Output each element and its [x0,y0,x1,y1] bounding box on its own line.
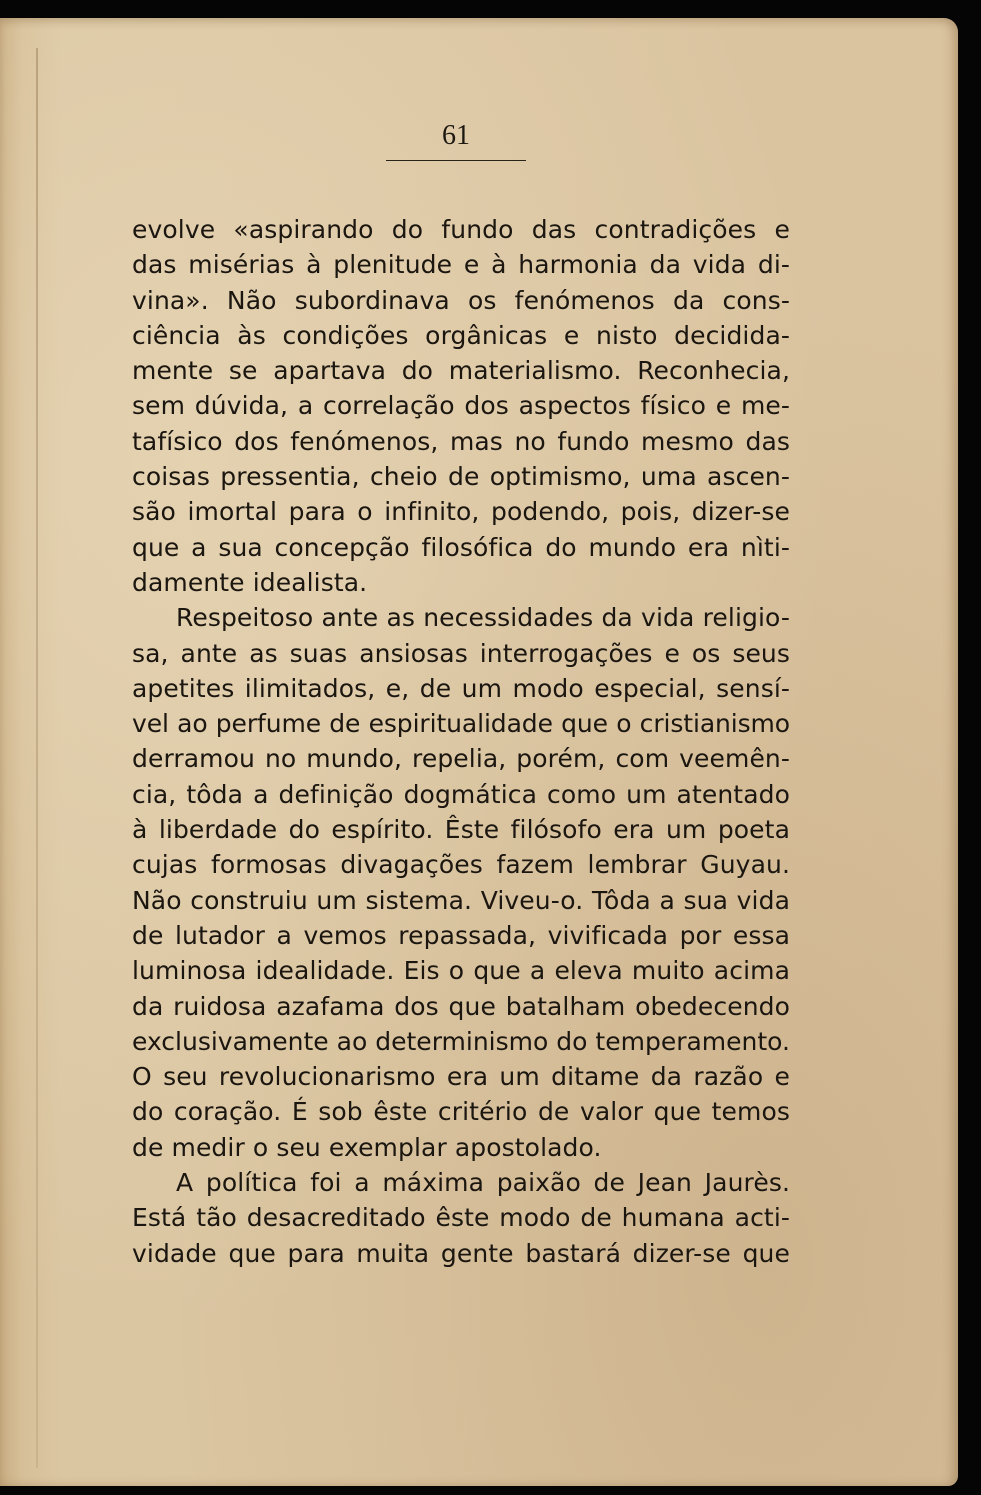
text-line: da ruidosa azafama dos que batalham obedecendo [132,991,790,1021]
text-line: mente se apartava do materialismo. Reconhecia, [132,356,790,386]
text-line: coisas pressentia, cheio de optimismo, uma ascen- [132,462,790,492]
text-line: Não construiu um sistema. Viveu-o. Tôda a sua vida [132,885,790,915]
text-line: de lutador a vemos repassada, vivificada por essa [132,920,790,950]
text-line: exclusivamente ao determinismo do temperamento. [132,1026,790,1056]
text-line: que a sua concepção filosófica do mundo era nìti- [132,532,790,562]
text-line: ciência às condições orgânicas e nisto decidida- [132,320,790,350]
text-line: à liberdade do espírito. Êste filósofo era um poeta [132,815,790,845]
text-line: vina». Não subordinava os fenómenos da cons- [132,285,790,315]
text-line: cia, tôda a definição dogmática como um atentado [132,779,790,809]
text-line: sem dúvida, a correlação dos aspectos físico e me- [132,391,790,421]
text-line: apetites ilimitados, e, de um modo especial, sensí- [132,673,790,703]
body-text [132,212,790,1271]
text-line: Está tão desacreditado êste modo de humana acti- [132,1203,790,1233]
header-rule [386,160,526,161]
text-line: cujas formosas divagações fazem lembrar Guyau. [132,850,790,880]
text-line: A política foi a máxima paixão de Jean Jaurès. [176,1168,790,1198]
text-line: de medir o seu exemplar apostolado. [132,1132,602,1162]
text-line: luminosa idealidade. Eis o que a eleva muito acima [132,956,790,986]
text-line: derramou no mundo, repelia, porém, com veemên- [132,744,790,774]
text-line: vidade que para muita gente bastará dizer-se que [132,1238,790,1268]
text-line: damente idealista. [132,567,368,597]
paragraph-2 [132,600,790,1165]
text-line: das misérias à plenitude e à harmonia da vida di- [132,250,790,280]
text-line: do coração. É sob êste critério de valor que temos [132,1097,790,1127]
text-line: são imortal para o infinito, podendo, pois, dizer-se [132,497,790,527]
paragraph-3 [132,1165,790,1271]
text-line: O seu revolucionarismo era um ditame da razão e [132,1062,790,1092]
text-line: vel ao perfume de espiritualidade que o cristianismo [132,709,790,739]
text-line: Respeitoso ante as necessidades da vida religio- [176,603,790,633]
page-number: 61 [442,120,470,151]
paragraph-1 [132,212,790,600]
text-line: tafísico dos fenómenos, mas no fundo mesmo das [132,426,790,456]
text-line: evolve «aspirando do fundo das contradições e [132,215,790,244]
text-line: sa, ante as suas ansiosas interrogações e os seus [132,638,790,668]
page-gutter [36,48,38,1468]
